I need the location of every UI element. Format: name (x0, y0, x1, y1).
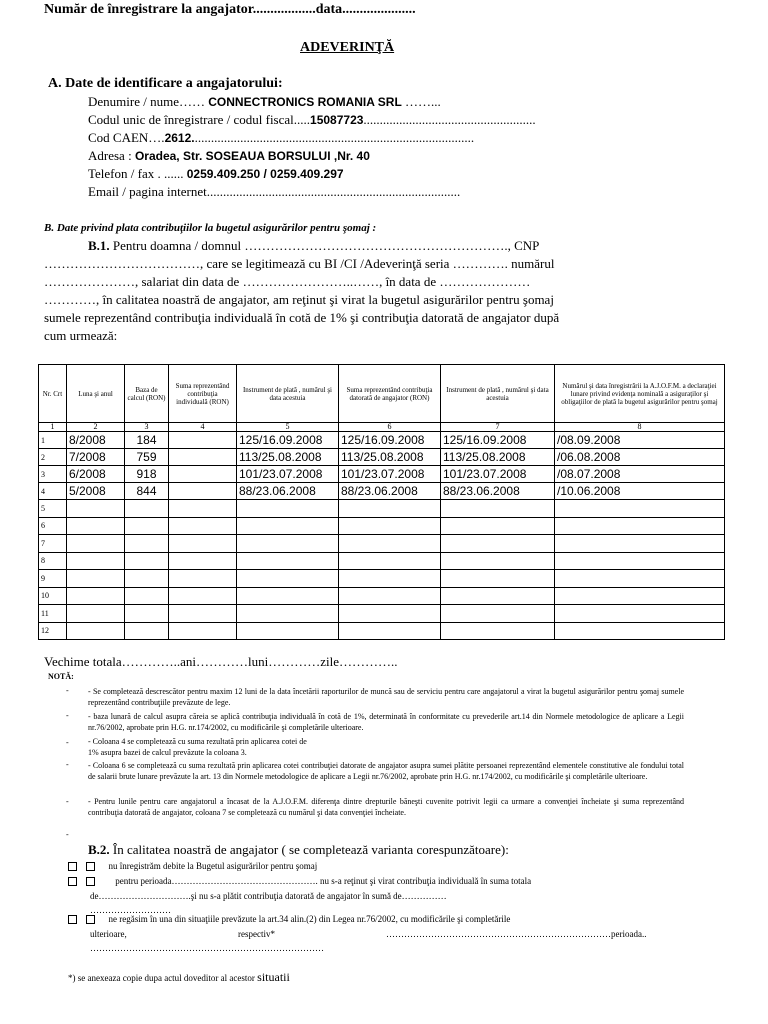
option-art34[interactable] (68, 914, 510, 924)
table-row (39, 570, 725, 588)
header-cell: Numărul şi data înregistrării la A.J.O.F.M. a declaraţiei lunare privind evidenţa nominală a asiguraţilor şi obligaţiilor de plată la bugetul asigurărilor pentru şomaj (555, 365, 725, 423)
b2-label: B.2. (88, 842, 110, 857)
table-cell: 844 (125, 483, 169, 500)
b1-line1 (88, 238, 539, 254)
note-label: NOTĂ: (48, 672, 74, 681)
table-cell (169, 535, 237, 553)
table-cell (125, 535, 169, 553)
footnote-text: *) se anexeaza copie dupa actul doveditor al acestor (68, 973, 258, 983)
note-3: - Coloana 4 se completează cu suma rezultată prin aplicarea cotei de (88, 737, 307, 746)
table-cell: /08.07.2008 (555, 466, 725, 483)
footnote-suffix: situatii (257, 970, 290, 984)
table-cell (169, 605, 237, 623)
row-number-cell: 4 (39, 483, 67, 500)
option-no-debts[interactable] (68, 861, 317, 871)
contributions-table (38, 364, 725, 640)
b1-line4: …………, în calitatea noastră de angajator, am reţinut şi virat la bugetul asigurărilor pentru şomaj (44, 292, 554, 307)
phone-value: 0259.409.250 / 0259.409.297 (186, 167, 344, 181)
table-cell (169, 500, 237, 518)
row-number-cell: 3 (39, 466, 67, 483)
option-art34-line2a: ulterioare, (90, 929, 127, 939)
table-cell (169, 587, 237, 605)
option-unpaid[interactable] (68, 876, 531, 886)
option-art34-line2b: respectiv* (238, 929, 275, 939)
caen-label: Cod CAEN…. (88, 130, 165, 145)
table-cell: 88/23.06.2008 (339, 483, 441, 500)
checkbox-icon[interactable] (68, 915, 77, 924)
table-cell (237, 622, 339, 640)
table-cell (125, 517, 169, 535)
table-cell (237, 535, 339, 553)
note-dash: - (66, 686, 69, 695)
table-cell (441, 500, 555, 518)
table-cell (237, 587, 339, 605)
column-number: 5 (237, 423, 339, 432)
table-cell (441, 535, 555, 553)
note-1: - Se completează descrescător pentru maxim 12 luni de la data încetării raporturilor de muncă sau de serviciu pentru care angajatorul a virat la bugetul asigurărilor pentru şomaj sumele reprezentând contribuţiile prevăzute de lege. (88, 687, 684, 707)
employer-name-value: CONNECTRONICS ROMANIA SRL (208, 95, 402, 109)
table-cell (125, 552, 169, 570)
option-unpaid-line1: pentru perioada…………………………………………. nu s-a reţinut şi virat contribuţia individuală în suma totala (115, 876, 532, 886)
table-row (39, 517, 725, 535)
table-cell: 113/25.08.2008 (441, 449, 555, 466)
column-number: 4 (169, 423, 237, 432)
b1-line5: sumele reprezentând contribuţia individuală în cotă de 1% şi contribuţia datorată de angajator după (44, 310, 560, 325)
address-label: Adresa : (88, 148, 135, 163)
table-row (39, 587, 725, 605)
row-number-cell: 2 (39, 449, 67, 466)
table-row (39, 500, 725, 518)
checkbox-icon[interactable] (86, 862, 95, 871)
row-number-cell: 10 (39, 587, 67, 605)
option-art34-line2c: …………………………………………………………………perioada.. (386, 929, 647, 939)
header-cell: Instrument de plată , numărul şi data acestuia (237, 365, 339, 423)
table-cell (169, 552, 237, 570)
table-cell: /10.06.2008 (555, 483, 725, 500)
table-cell (555, 570, 725, 588)
fiscal-code-label: Codul unic de înregistrare / codul fiscal..... (88, 112, 311, 127)
table-cell (555, 622, 725, 640)
table-row (39, 483, 725, 500)
table-cell (237, 517, 339, 535)
phone-label: Telefon / fax . ...... (88, 166, 187, 181)
table-cell (441, 517, 555, 535)
table-cell (169, 622, 237, 640)
header-cell: Suma reprezentând contribuţia datorată de angajator (RON) (339, 365, 441, 423)
table-cell (339, 587, 441, 605)
table-cell (125, 622, 169, 640)
table-cell: 125/16.09.2008 (441, 432, 555, 449)
table-cell (169, 570, 237, 588)
table-cell (67, 587, 125, 605)
table-cell: 6/2008 (67, 466, 125, 483)
table-cell: 5/2008 (67, 483, 125, 500)
table-cell: 101/23.07.2008 (339, 466, 441, 483)
b1-line3: …………………, salariat din data de ……………………..……, în data de ………………… (44, 274, 531, 289)
table-cell: 113/25.08.2008 (339, 449, 441, 466)
checkbox-icon[interactable] (86, 877, 95, 886)
b2-text: În calitatea noastră de angajator ( se completează varianta corespunzătoare): (109, 842, 509, 857)
header-cell: Suma reprezentând contribuţia individuală (RON) (169, 365, 237, 423)
table-cell (237, 570, 339, 588)
table-cell (555, 605, 725, 623)
table-cell: 125/16.09.2008 (339, 432, 441, 449)
b1-line1-text: Pentru doamna / domnul ……………………………………………………., CNP (109, 238, 540, 253)
checkbox-icon[interactable] (68, 877, 77, 886)
email-label: Email / pagina internet (88, 184, 207, 199)
option-art34-line1: ne regăsim în una din situaţiile prevăzute la art.34 alin.(2) din Legea nr.76/2002, cu modificările şi completările (108, 914, 511, 924)
table-cell: /06.08.2008 (555, 449, 725, 466)
table-cell (339, 622, 441, 640)
checkbox-icon[interactable] (68, 862, 77, 871)
note-4: - Coloana 6 se completează cu suma rezultată prin aplicarea cotei contribuţiei datorate de angajator asupra sumei plătite persoanei reprezentând elementele constitutive ale fondului total de salarii brute lunare prevăzute la art. 13 din Normele metodologice de aplicare a Legii nr.76/2002, aprobate prin H.G. nr.174/2002, cu modificările şi completările ulterioare. (88, 761, 684, 781)
table-cell (441, 622, 555, 640)
option-unpaid-line3: ……………………… (90, 905, 171, 915)
table-cell (555, 587, 725, 605)
footnote (68, 970, 290, 985)
column-number: 3 (125, 423, 169, 432)
column-number: 7 (441, 423, 555, 432)
table-cell (339, 500, 441, 518)
b1-line6: cum urmează: (44, 328, 118, 343)
row-number-cell: 12 (39, 622, 67, 640)
b1-line2: ………………………………, care se legitimează cu BI /CI /Adeverinţă seria …………. numărul (44, 256, 555, 271)
table-cell: 184 (125, 432, 169, 449)
table-cell (441, 587, 555, 605)
table-header-row (39, 365, 725, 423)
fiscal-code-tail: ..................................................... (363, 112, 536, 127)
phone-field (88, 166, 344, 182)
section-a-heading: A. Date de identificare a angajatorului: (48, 76, 283, 91)
option-art34-line3: …………………………………………………………………… (90, 943, 324, 953)
note-dash: - (66, 738, 69, 747)
checkbox-icon[interactable] (86, 915, 95, 924)
table-cell: 8/2008 (67, 432, 125, 449)
employer-name-field (88, 94, 441, 110)
table-cell: 88/23.06.2008 (237, 483, 339, 500)
table-cell: 759 (125, 449, 169, 466)
table-body (39, 432, 725, 640)
table-cell (169, 432, 237, 449)
table-cell (555, 517, 725, 535)
document-title: ADEVERINŢĂ (300, 40, 395, 55)
table-cell: /08.09.2008 (555, 432, 725, 449)
row-number-cell: 5 (39, 500, 67, 518)
employer-name-tail: ……... (401, 94, 441, 109)
table-cell (555, 535, 725, 553)
table-cell (125, 605, 169, 623)
table-cell (125, 587, 169, 605)
table-cell: 125/16.09.2008 (237, 432, 339, 449)
table-cell (67, 535, 125, 553)
table-cell: 7/2008 (67, 449, 125, 466)
table-cell (169, 449, 237, 466)
employer-name-label: Denumire / nume…… (88, 94, 209, 109)
caen-tail: ...................................................................................... (194, 130, 475, 145)
table-cell (169, 483, 237, 500)
table-cell (237, 552, 339, 570)
table-cell (237, 500, 339, 518)
column-number: 2 (67, 423, 125, 432)
table-cell (339, 517, 441, 535)
row-number-cell: 9 (39, 570, 67, 588)
table-cell (237, 605, 339, 623)
email-tail: .............................................................................. (206, 184, 461, 199)
caen-value: 2612. (164, 131, 195, 145)
table-cell: 101/23.07.2008 (441, 466, 555, 483)
note-3-cont: 1% asupra bazei de calcul prevăzute la coloana 3. (88, 748, 247, 757)
option-no-debts-text: nu înregistrăm debite la Bugetul asigurărilor pentru şomaj (108, 861, 318, 871)
table-row (39, 552, 725, 570)
note-5: - Pentru lunile pentru care angajatorul a încasat de la A.J.O.F.M. diferenţa dintre drepturile băneşti cuvenite potrivit legii ca urmare a convenţiei încheiate şi suma reprezentând contribuţia datorată de angajator, coloana 7 se completează cu numărul şi data convenţiei încheiate. (88, 797, 684, 817)
table-row (39, 432, 725, 449)
note-dash: - (66, 711, 69, 720)
note-dash: - (66, 797, 69, 806)
table-cell (67, 570, 125, 588)
caen-field (88, 130, 474, 146)
address-field (88, 148, 370, 164)
table-cell (339, 570, 441, 588)
option-unpaid-line2: de………………………….şi nu s-a plătit contribuţia datorată de angajator în sumă de…………… (90, 891, 447, 901)
column-number-row (39, 423, 725, 432)
row-number-cell: 6 (39, 517, 67, 535)
table-row (39, 466, 725, 483)
b2-heading (88, 842, 509, 858)
header-cell: Instrument de plată , numărul şi data acestuia (441, 365, 555, 423)
table-cell: 113/25.08.2008 (237, 449, 339, 466)
fiscal-code-field (88, 112, 536, 128)
column-number: 6 (339, 423, 441, 432)
table-cell (67, 517, 125, 535)
table-cell (67, 552, 125, 570)
address-value: Oradea, Str. SOSEAUA BORSULUI ,Nr. 40 (134, 149, 370, 163)
fiscal-code-value: 15087723 (310, 113, 364, 127)
table-cell (339, 535, 441, 553)
table-cell (169, 517, 237, 535)
table-cell (67, 622, 125, 640)
table-cell: 88/23.06.2008 (441, 483, 555, 500)
seniority-line: Vechime totala…………..ani…………luni…………zile………….. (44, 654, 398, 669)
row-number-cell: 1 (39, 432, 67, 449)
table-cell (67, 605, 125, 623)
table-cell (441, 552, 555, 570)
table-cell (441, 570, 555, 588)
column-number: 1 (39, 423, 67, 432)
row-number-cell: 8 (39, 552, 67, 570)
table-cell (555, 552, 725, 570)
row-number-cell: 11 (39, 605, 67, 623)
table-row (39, 605, 725, 623)
column-number: 8 (555, 423, 725, 432)
table-cell (169, 466, 237, 483)
table-cell: 918 (125, 466, 169, 483)
table-cell (555, 500, 725, 518)
table-cell (339, 605, 441, 623)
table-cell (67, 500, 125, 518)
header-cell: Baza de calcul (RON) (125, 365, 169, 423)
email-field (88, 184, 460, 200)
registration-line: Număr de înregistrare la angajator..................data..................... (44, 2, 416, 17)
header-cell: Luna şi anul (67, 365, 125, 423)
b1-label: B.1. (88, 238, 110, 253)
section-b-heading: B. Date privind plata contribuţiilor la bugetul asigurărilor pentru şomaj : (44, 222, 377, 234)
header-cell: Nr. Crt (39, 365, 67, 423)
note-dash: - (66, 830, 69, 839)
note-dash: - (66, 760, 69, 769)
table-cell: 101/23.07.2008 (237, 466, 339, 483)
table-row (39, 535, 725, 553)
row-number-cell: 7 (39, 535, 67, 553)
table-row (39, 449, 725, 466)
table-row (39, 622, 725, 640)
table-cell (125, 570, 169, 588)
table-cell (441, 605, 555, 623)
table-cell (339, 552, 441, 570)
note-2: - baza lunară de calcul asupra căreia se aplică contribuţia individuală în cotă de 1%, determinată în conformitate cu prevederile art.14 din Normele metodologice de aplicare a Legii nr.76/2002, aprobate prin H.G. nr.174/2002, cu modificările şi completările ulterioare. (88, 712, 684, 732)
table-cell (125, 500, 169, 518)
